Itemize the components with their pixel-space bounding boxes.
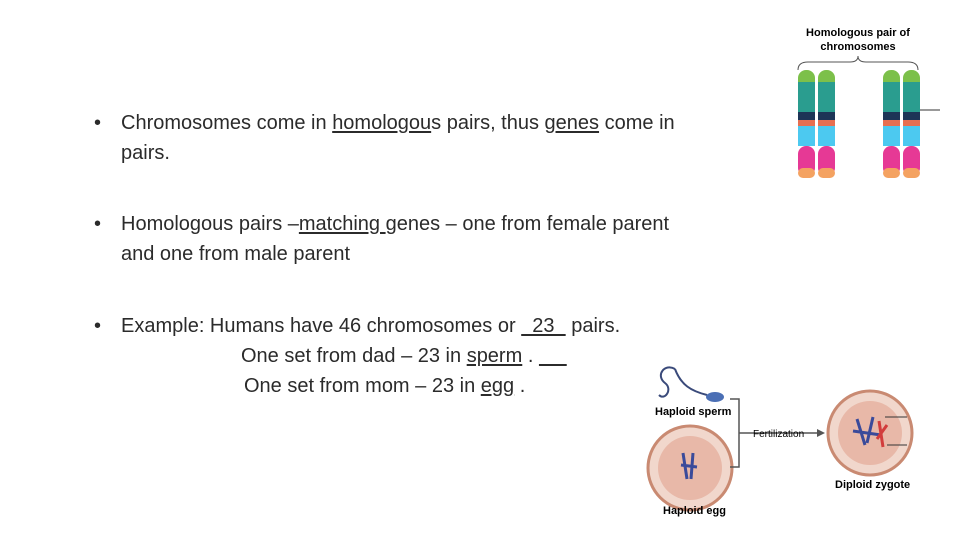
chromosome-pair-illustration [780, 20, 950, 185]
text-run: Example: Humans have 46 chromosomes or [121, 315, 522, 337]
zygote-label: Diploid zygote [835, 479, 911, 491]
underlined-term: sperm [466, 345, 523, 367]
right-chromosome [883, 70, 920, 178]
bracket [798, 56, 918, 70]
egg-icon [648, 426, 732, 510]
bullet-dot: • [94, 112, 102, 134]
bullet-line: pairs. [121, 142, 170, 164]
fill-in-answer: 23 [521, 315, 566, 337]
sperm-icon [659, 367, 724, 402]
text-run: come in [599, 112, 675, 134]
figure-title-line1: Homologous pair of [806, 27, 910, 39]
sperm-label: Haploid sperm [655, 406, 732, 418]
underlined-term: genes [544, 112, 600, 134]
text-run: . [522, 345, 539, 367]
egg-label: Haploid egg [663, 505, 726, 517]
figure-title-line2: chromosomes [820, 41, 896, 53]
fertilization-figure [635, 355, 955, 535]
bullet-line [244, 371, 525, 401]
arrow-head-icon [817, 429, 825, 437]
text-run: s pairs, thus [431, 112, 545, 134]
text-run: Homologous pairs – [121, 213, 299, 235]
bullet-line: and one from male parent [121, 243, 351, 265]
text-run: . [514, 375, 526, 397]
bullet-dot: • [94, 213, 102, 235]
bullet-dot: • [94, 315, 102, 337]
text-run: pairs. [565, 315, 621, 337]
homologous-chromosomes-figure [780, 20, 950, 185]
bullet-line [121, 311, 620, 341]
text-run: One set from dad – 23 in [241, 345, 467, 367]
zygote-icon [828, 391, 912, 475]
underlined-term: matching [298, 213, 386, 235]
underlined-term: homologou [332, 112, 432, 134]
underlined-term: egg [480, 375, 515, 397]
arrow-label: Fertilization [753, 429, 805, 440]
fertilization-illustration [635, 355, 955, 535]
text-run: Chromosomes come in [121, 112, 333, 134]
text-run: One set from mom – 23 in [244, 375, 481, 397]
bullet-line [241, 341, 567, 371]
left-chromosome [798, 70, 835, 178]
fill-in-blank [539, 345, 567, 367]
bullet-line [121, 108, 675, 138]
text-run: genes – one from female parent [385, 213, 670, 235]
bullet-line [121, 209, 669, 239]
